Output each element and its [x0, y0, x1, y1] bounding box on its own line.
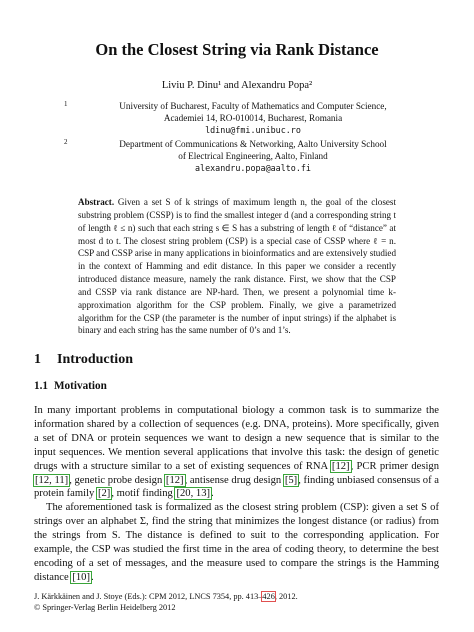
affiliation-number: 1	[64, 100, 68, 108]
text-run: , antisense drug design	[184, 474, 284, 486]
footer-note	[34, 592, 298, 613]
citation-link[interactable]: [12]	[165, 474, 184, 486]
citation-link[interactable]: [5]	[284, 474, 298, 486]
text-run: , motif finding	[111, 488, 176, 500]
text-run: , genetic probe design	[69, 474, 165, 486]
affiliation-line: Academiei 14, RO-010014, Bucharest, Romania	[163, 113, 343, 123]
text-run: , PCR primer design	[350, 460, 440, 472]
text-run: , finding unbiased consensus of a protein family	[34, 474, 440, 500]
affiliation-2	[64, 138, 424, 174]
text-run: .	[91, 571, 94, 583]
text-run: In many important problems in computational biology a common task is to summarize the information shared by a collection of sequences (e.g. DNA, proteins). More specifically, given a set of DNA or protein sequences we want to design a new sequence that is similar to the input sequences. We mention several applications that involve this task: the design of genetic drugs with a structure similar to a set of existing sequences of RNA	[34, 405, 439, 472]
page-link[interactable]: 426	[262, 592, 275, 601]
abstract-label: Abstract.	[78, 197, 115, 207]
footer-citation	[34, 592, 298, 603]
subsection-title: Motivation	[54, 380, 107, 392]
affiliation-line: Department of Communications & Networking, Aalto University School	[119, 139, 387, 149]
body-text	[34, 404, 439, 585]
text-run: The aforementioned task is formalized as the closest string problem (CSP): given a set S of strings over an alphabet Σ, find the string that minimizes the longest distance (or radius) from the strings from S. The distance is defined to suit to the corresponding application. For example, the CSP was studied the first time in the area of coding theory, to determine the best encoding of a set of messages, and the measure used to compare the strings is the Hamming distance	[34, 502, 439, 583]
citation-link[interactable]: [2]	[97, 488, 111, 500]
author-line: Liviu P. Dinu¹ and Alexandru Popa²	[161, 80, 313, 91]
affiliation-line: University of Bucharest, Faculty of Mathematics and Computer Science,	[119, 101, 387, 111]
paragraph	[34, 404, 439, 501]
abstract	[78, 196, 396, 337]
author-email[interactable]: ldinu@fmi.unibuc.ro	[205, 125, 301, 135]
section-number: 1	[34, 352, 41, 367]
copyright: © Springer-Verlag Berlin Heidelberg 2012	[34, 602, 176, 612]
subsection-heading	[34, 380, 107, 392]
citation-link[interactable]: [12]	[331, 460, 350, 472]
author-email[interactable]: alexandru.popa@aalto.fi	[195, 163, 311, 173]
subsection-number: 1.1	[34, 380, 48, 392]
paragraph	[34, 501, 439, 584]
section-title: Introduction	[57, 352, 133, 367]
affiliation-number: 2	[64, 138, 68, 146]
text-run: .	[211, 488, 214, 500]
paper-title: On the Closest String via Rank Distance	[95, 40, 379, 59]
abstract-text: Given a set S of k strings of maximum length n, the goal of the closest substring problem (CSSP) is to find the smallest integer d (and a corresponding string t of length ℓ ≤ n) such that each string s ∈ S has a substring of length ℓ of “distance” at most d to t. The closest string problem (CSP) is a special case of CSSP where ℓ = n. CSP and CSSP arise in many applications in bioinformatics and are extensively studied in the context of Hamming and edit distance. In this paper we consider a recently introduced distance measure, namely the rank distance. First, we show that the CSP and CSSP via rank distance are NP-hard. Then, we present a polynomial time k-approximation algorithm for the CSP problem. Finally, we give a parametrized algorithm for the CSP (the parameter is the number of input strings) if the alphabet is binary and each string has the same number of 0’s and 1’s.	[78, 197, 396, 336]
affiliation-line: of Electrical Engineering, Aalto, Finland	[178, 151, 328, 161]
text-run: , 2012.	[274, 592, 298, 601]
citation-link[interactable]: [20, 13]	[176, 488, 211, 500]
section-heading	[34, 352, 133, 368]
affiliation-1	[64, 100, 424, 136]
citation-link[interactable]: [10]	[72, 571, 91, 583]
text-run: J. Kärkkäinen and J. Stoye (Eds.): CPM 2012, LNCS 7354, pp. 413–	[34, 592, 263, 601]
citation-link[interactable]: [12, 11]	[35, 474, 69, 486]
